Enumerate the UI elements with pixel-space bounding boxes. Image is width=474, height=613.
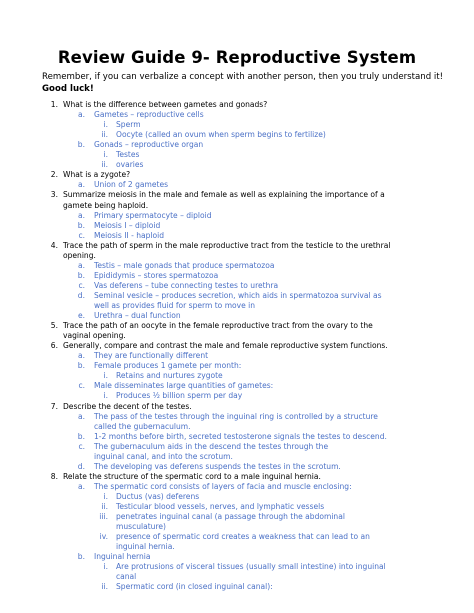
line-text: vaginal opening. bbox=[63, 331, 126, 341]
line-text: Female produces 1 gamete per month: bbox=[94, 361, 242, 371]
answer-line bbox=[73, 211, 212, 221]
line-text: Gametes – reproductive cells bbox=[94, 110, 204, 120]
line-text: canal bbox=[116, 572, 137, 582]
question-line bbox=[40, 241, 390, 251]
answer-line bbox=[73, 221, 160, 231]
line-text: 1-2 months before birth, secreted testosterone signals the testes to descend. bbox=[94, 431, 387, 441]
line-text: called the gubernaculum. bbox=[94, 421, 191, 431]
list-marker: a. bbox=[77, 260, 85, 270]
question-line bbox=[63, 201, 148, 211]
list-marker: c. bbox=[78, 280, 85, 290]
line-text: Sperm bbox=[116, 120, 141, 130]
list-marker: 1. bbox=[50, 100, 58, 109]
list-marker: c. bbox=[78, 441, 85, 451]
line-text: What is a zygote? bbox=[63, 170, 131, 180]
line-text: Epididymis – stores spermatozoa bbox=[94, 270, 219, 280]
list-marker: 4. bbox=[50, 240, 58, 250]
line-text: penetrates inguinal canal (a passage through the abdominal bbox=[116, 512, 345, 522]
line-text: Ductus (vas) deferens bbox=[116, 491, 200, 501]
answer-line bbox=[96, 512, 345, 522]
line-text: Vas deferens – tube connecting testes to urethra bbox=[94, 280, 279, 290]
line-text: The developing vas deferens suspends the testes in the scrotum. bbox=[94, 461, 341, 471]
list-marker: i. bbox=[103, 120, 108, 130]
line-text: musculature) bbox=[116, 522, 166, 532]
line-text: What is the difference between gametes and gonads? bbox=[63, 100, 268, 109]
list-marker: 6. bbox=[50, 341, 58, 351]
answer-line bbox=[73, 361, 241, 371]
list-marker: b. bbox=[77, 140, 85, 150]
list-marker: 5. bbox=[50, 321, 58, 331]
list-marker: i. bbox=[103, 391, 108, 401]
question-line bbox=[63, 251, 96, 261]
list-marker: ii. bbox=[101, 582, 108, 592]
list-marker: b. bbox=[77, 552, 85, 562]
line-text: They are functionally different bbox=[94, 351, 209, 361]
answer-line bbox=[73, 311, 181, 321]
answer-line bbox=[73, 261, 274, 271]
answer-line bbox=[73, 412, 378, 422]
answer-line bbox=[96, 562, 386, 572]
list-marker: a. bbox=[77, 210, 85, 220]
answer-line bbox=[96, 391, 242, 401]
answer-line bbox=[73, 351, 208, 361]
answer-line bbox=[94, 301, 255, 311]
line-text: Primary spermatocyte – diploid bbox=[94, 210, 212, 220]
answer-line bbox=[116, 572, 136, 582]
list-marker: 7. bbox=[50, 401, 58, 411]
list-marker: ii. bbox=[101, 130, 108, 140]
answer-line bbox=[73, 482, 352, 492]
line-text: opening. bbox=[63, 250, 96, 260]
answer-line bbox=[73, 281, 278, 291]
list-marker: b. bbox=[77, 270, 85, 280]
answer-line bbox=[73, 291, 382, 301]
intro-text: Remember, if you can verbalize a concept with another person, then you truly understand it! bbox=[42, 72, 444, 82]
list-marker: c. bbox=[78, 381, 85, 391]
list-marker: iii. bbox=[99, 512, 108, 522]
question-line bbox=[40, 321, 373, 331]
answer-line bbox=[96, 582, 273, 592]
list-marker: a. bbox=[77, 110, 85, 120]
answer-line bbox=[96, 120, 141, 130]
answer-line bbox=[73, 110, 204, 120]
line-text: Testes bbox=[116, 150, 140, 160]
question-line bbox=[40, 170, 130, 180]
list-marker: i. bbox=[103, 371, 108, 381]
line-text: ovaries bbox=[116, 160, 144, 170]
line-text: Generally, compare and contrast the male and female reproductive system functions. bbox=[63, 341, 388, 351]
answer-line bbox=[73, 442, 328, 452]
line-text: The pass of the testes through the inguinal ring is controlled by a structure bbox=[94, 411, 378, 421]
answer-line bbox=[96, 150, 139, 160]
answer-line bbox=[116, 542, 175, 552]
line-text: Meiosis I – diploid bbox=[94, 220, 161, 230]
answer-line bbox=[96, 160, 143, 170]
line-text: Meiosis II - haploid bbox=[94, 230, 165, 240]
list-marker: d. bbox=[77, 461, 85, 471]
line-text: Are protrusions of visceral tissues (usually small intestine) into inguinal bbox=[116, 562, 386, 572]
line-text: inguinal hernia. bbox=[116, 542, 175, 552]
line-text: gamete being haploid. bbox=[63, 200, 149, 210]
line-text: Retains and nurtures zygote bbox=[116, 371, 223, 381]
line-text: Testicular blood vessels, nerves, and lymphatic vessels bbox=[116, 502, 325, 511]
answer-line bbox=[73, 381, 273, 391]
line-text: presence of spermatic cord creates a weakness that can lead to an bbox=[116, 532, 370, 542]
answer-line bbox=[94, 452, 233, 462]
line-text: Seminal vesicle – produces secretion, which aids in spermatozoa survival as bbox=[94, 290, 382, 300]
line-text: Summarize meiosis in the male and female as well as explaining the importance of a bbox=[63, 190, 385, 200]
answer-line bbox=[96, 532, 370, 542]
list-marker: b. bbox=[77, 220, 85, 230]
line-text: Describe the decent of the testes. bbox=[63, 401, 192, 411]
list-marker: b. bbox=[77, 431, 85, 441]
question-line bbox=[63, 331, 126, 341]
question-line bbox=[40, 472, 321, 482]
list-marker: i. bbox=[103, 491, 108, 501]
list-marker: d. bbox=[77, 290, 85, 300]
line-text: Trace the path of an oocyte in the female reproductive tract from the ovary to the bbox=[63, 321, 373, 331]
answer-line bbox=[73, 271, 218, 281]
list-marker: a. bbox=[77, 351, 85, 361]
question-line bbox=[40, 402, 192, 412]
line-text: Trace the path of sperm in the male reproductive tract from the testicle to the urethral bbox=[63, 240, 391, 250]
answer-line bbox=[96, 371, 223, 381]
line-text: Gonads – reproductive organ bbox=[94, 140, 204, 150]
line-text: The gubernaculum aids in the descend the testes through the bbox=[94, 441, 329, 451]
line-text: The spermatic cord consists of layers of facia and muscle enclosing: bbox=[94, 481, 352, 491]
list-marker: b. bbox=[77, 361, 85, 371]
answer-line bbox=[94, 422, 191, 432]
question-line bbox=[40, 100, 267, 110]
line-text: Inguinal hernia bbox=[94, 552, 151, 562]
line-text: Testis – male gonads that produce spermatozoa bbox=[94, 260, 275, 270]
line-text: Spermatic cord (in closed inguinal canal): bbox=[116, 582, 273, 592]
line-text: Relate the structure of the spermatic cord to a male inguinal hernia. bbox=[63, 471, 321, 481]
answer-line bbox=[96, 130, 326, 140]
answer-line bbox=[73, 432, 387, 442]
answer-line bbox=[116, 522, 166, 532]
answer-line bbox=[96, 502, 324, 512]
line-text: Male disseminates large quantities of gametes: bbox=[94, 381, 274, 391]
question-line bbox=[40, 190, 385, 200]
list-marker: i. bbox=[103, 150, 108, 160]
answer-line bbox=[73, 552, 150, 562]
answer-line bbox=[73, 140, 203, 150]
list-marker: e. bbox=[77, 311, 85, 321]
line-text: Union of 2 gametes bbox=[94, 180, 169, 190]
answer-line bbox=[73, 180, 168, 190]
answer-line bbox=[73, 462, 341, 472]
line-text: Oocyte (called an ovum when sperm begins to fertilize) bbox=[116, 130, 326, 140]
list-marker: ii. bbox=[101, 502, 108, 511]
line-text: Urethra – dual function bbox=[94, 311, 181, 321]
list-marker: a. bbox=[77, 481, 85, 491]
list-marker: a. bbox=[77, 180, 85, 190]
question-line bbox=[40, 341, 388, 351]
list-marker: iv. bbox=[99, 532, 108, 542]
line-text: well as provides fluid for sperm to move in bbox=[94, 301, 256, 310]
list-marker: 2. bbox=[50, 170, 58, 180]
line-text: inguinal canal, and into the scrotum. bbox=[94, 451, 233, 461]
answer-line bbox=[73, 231, 164, 241]
list-marker: c. bbox=[78, 230, 85, 240]
list-marker: 3. bbox=[50, 190, 58, 200]
list-marker: a. bbox=[77, 411, 85, 421]
list-marker: 8. bbox=[50, 471, 58, 481]
list-marker: ii. bbox=[101, 160, 108, 170]
page-title: Review Guide 9- Reproductive System bbox=[57, 48, 417, 67]
list-marker: i. bbox=[103, 562, 108, 572]
good-luck-text: Good luck! bbox=[42, 84, 94, 94]
line-text: Produces ½ billion sperm per day bbox=[116, 391, 243, 401]
answer-line bbox=[96, 492, 199, 502]
